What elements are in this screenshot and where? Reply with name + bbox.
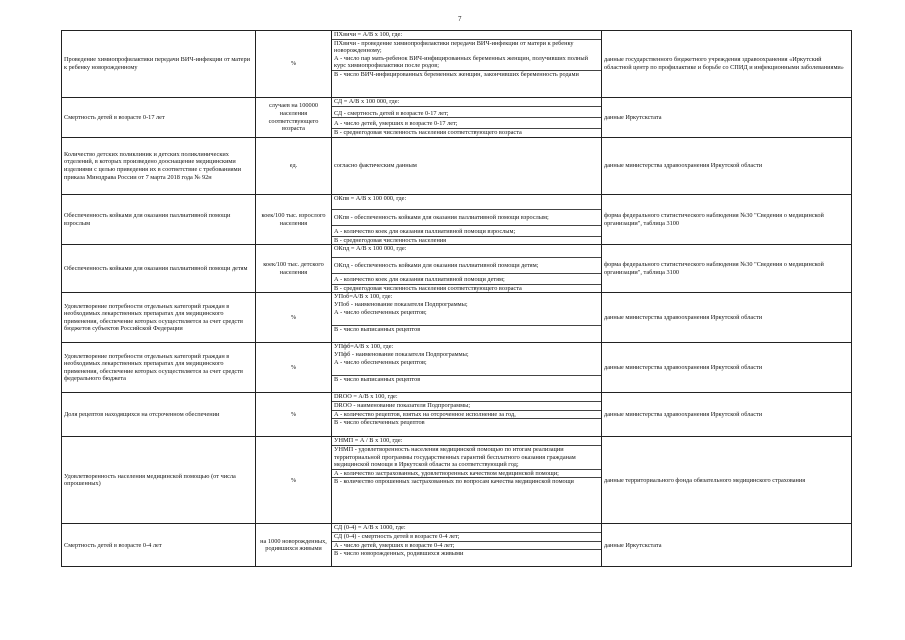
formula-line: СД = А/В х 100 000, где:: [332, 98, 601, 107]
unit: на 1000 новорожденных, родившихся живыми: [256, 524, 332, 567]
formula-line: СД - смертность детей в возрасте 0-17 лет;: [332, 107, 601, 119]
table-row: [62, 195, 852, 245]
formula: [332, 393, 602, 437]
data-source: данные Иркутскстата: [602, 98, 852, 138]
unit: %: [256, 31, 332, 98]
data-source: данные государственного бюджетного учреждения здравоохранения «Иркутский областной центр по профилактике и борьбе со СПИД и инфекционными заболеваниями»: [602, 31, 852, 98]
formula-line: В - количество опрошенных застрахованных по вопросам качества медицинской помощи: [334, 478, 574, 486]
formula-line: А - количество коек для оказания паллиативной помощи детям;: [332, 274, 601, 285]
table-row: [62, 437, 852, 524]
indicator-name: Обеспеченность койками для оказания паллиативной помощи взрослым: [62, 195, 256, 245]
indicator-name: Проведение химиопрофилактики передачи ВИЧ-инфекции от матери к ребенку новорожденному: [62, 31, 256, 98]
table-row: [62, 31, 852, 98]
formula-line: А - число обеспеченных рецептов;: [332, 309, 601, 326]
formula: [332, 293, 602, 343]
formula: [332, 524, 602, 567]
formula: [332, 98, 602, 138]
indicator-name: Смертность детей в возрасте 0-4 лет: [62, 524, 256, 567]
table-row: [62, 393, 852, 437]
formula-line: А - количество рецептов, взятых на отсроченное исполнение за год,: [332, 411, 601, 420]
formula-line: В - среднегодовая численность населения соответствующего возраста: [334, 284, 522, 292]
unit: случаев на 100000 населения соответствующего возраста: [256, 98, 332, 138]
formula-line: ПХвичи - проведение химиопрофилактики передачи ВИЧ-инфекции от матери к ребенку новорожденному;: [334, 39, 574, 55]
indicator-name: Удовлетворение потребности отдельных категорий граждан в необходимых лекарственных препаратах для медицинского применения, обеспечение которых осуществляется за счет средств бюджетов субъектов Российской Федерации: [62, 293, 256, 343]
formula-line: УНМП - удовлетворенность населения медицинской помощью по итогам реализации территориальной программы государственных гарантий бесплатного оказания гражданам медицинской помощи в Иркутской области за соответствующий год;: [332, 446, 601, 470]
data-source: данные министерства здравоохранения Иркутской области: [602, 343, 852, 393]
formula-line: А - число пар мать-ребенок ВИЧ-инфицированных беременных женщин, получивших полный курс химиопрофилактики после родов;: [332, 55, 601, 71]
formula-line: В - число выписанных рецептов: [334, 375, 421, 383]
formula-line: В - число ВИЧ-инфицированных беременных женщин, закончивших беременность родами: [334, 70, 579, 78]
data-source: данные министерства здравоохранения Иркутской области: [602, 393, 852, 437]
indicator-name: Удовлетворенность населения медицинской помощью (от числа опрошенных): [62, 437, 256, 524]
formula-line: А - число обеспеченных рецептов;: [332, 359, 601, 376]
table-row: [62, 343, 852, 393]
formula-line: ОКпд = А/В х 100 000, где:: [332, 245, 601, 258]
formula-line: А - количество коек для оказания паллиативной помощи взрослым;: [332, 226, 601, 237]
formula: [332, 437, 602, 524]
formula-line: В - среднегодовая численность населения соответствующего возраста: [334, 128, 522, 136]
formula: [332, 31, 602, 98]
formula-line: УНМП = А / В х 100, где:: [332, 437, 601, 446]
unit: коек/100 тыс. детского населения: [256, 245, 332, 293]
formula-line: УПоб=А/В х 100, где:: [334, 293, 393, 301]
table-row: [62, 98, 852, 138]
formula-line: А - количество застрахованных, удовлетворенных качеством медицинской помощи;: [332, 470, 601, 479]
formula-line: А - число детей, умерших в возрасте 0-17 лет;: [332, 118, 601, 129]
data-source: данные территориального фонда обязательного медицинского страхования: [602, 437, 852, 524]
unit: %: [256, 393, 332, 437]
indicators-table: [61, 30, 852, 567]
formula-line: А - число детей, умерших в возрасте 0-4 лет;: [332, 542, 601, 551]
formula-line: ОКпд - обеспеченность койками для оказания паллиативной помощи детям;: [332, 258, 601, 274]
formula-line: В - число обеспеченных рецептов: [334, 419, 425, 427]
indicator-name: Количество детских поликлиник и детских поликлинических отделений, в которых произведено дооснащение медицинскими изделиями с целью приведения их в соответствие с требованиями приказа Минздрава России от 7 марта 2018 года № 92н: [62, 138, 256, 195]
unit: коек/100 тыс. взрослого населения: [256, 195, 332, 245]
table-row: [62, 138, 852, 195]
data-source: данные министерства здравоохранения Иркутской области: [602, 293, 852, 343]
table-row: [62, 245, 852, 293]
formula-line: В - среднегодовая численность населения: [334, 236, 447, 244]
formula: согласно фактическим данным: [332, 138, 602, 195]
formula-line: УПфб=А/В х 100, где:: [334, 343, 394, 351]
formula-line: ОКпв = А/В х 100 000, где:: [332, 195, 601, 210]
formula-line: УПфб - наименование показателя Подпрограммы;: [334, 350, 469, 358]
data-source: форма федерального статистического наблюдения №30 "Сведения о медицинской организации", таблица 3100: [602, 245, 852, 293]
formula-line: В - число новорожденных, родившихся живыми: [334, 550, 464, 558]
formula-line: DROO = A/B х 100, где:: [332, 393, 601, 402]
indicator-name: Доля рецептов находящихся на отсроченном обеспечении: [62, 393, 256, 437]
formula-line: ОКпв - обеспеченность койками для оказания паллиативной помощи взрослым;: [332, 210, 601, 226]
indicator-name: Смертность детей в возрасте 0-17 лет: [62, 98, 256, 138]
page-number: 7: [458, 15, 462, 23]
unit: %: [256, 343, 332, 393]
unit: %: [256, 437, 332, 524]
formula-line: УПоб - наименование показателя Подпрограммы;: [334, 300, 468, 308]
data-source: данные министерства здравоохранения Иркутской области: [602, 138, 852, 195]
unit: %: [256, 293, 332, 343]
formula: [332, 245, 602, 293]
data-source: данные Иркутскстата: [602, 524, 852, 567]
formula-line: DROO - наименование показателя Подпрограммы;: [332, 402, 601, 411]
indicator-name: Удовлетворение потребности отдельных категорий граждан в необходимых лекарственных препаратах для медицинского применения, обеспечение которых осуществляется за счет средств федерального бюджета: [62, 343, 256, 393]
indicator-name: Обеспеченность койками для оказания паллиативной помощи детям: [62, 245, 256, 293]
table-row: [62, 524, 852, 567]
unit: ед.: [256, 138, 332, 195]
formula: [332, 195, 602, 245]
formula: [332, 343, 602, 393]
formula-line: В - число выписанных рецептов: [334, 325, 421, 333]
formula-line: ПХвичи = А/В х 100, где:: [332, 31, 601, 40]
data-source: форма федерального статистического наблюдения №30 "Сведения о медицинской организации", таблица 3100: [602, 195, 852, 245]
formula-line: СД (0-4) = А/В х 1000, где:: [332, 524, 601, 533]
formula-line: СД (0-4) - смертность детей в возрасте 0-4 лет;: [332, 533, 601, 542]
table-row: [62, 293, 852, 343]
